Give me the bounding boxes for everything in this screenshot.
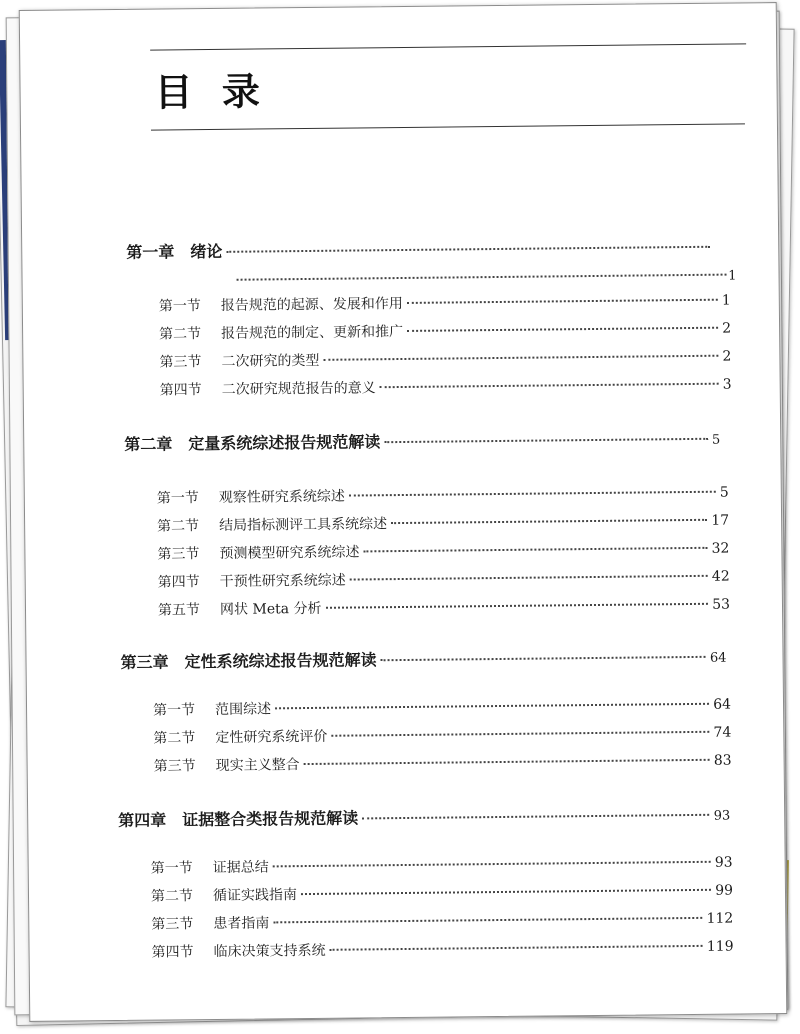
- section-label: 第二节: [157, 518, 200, 535]
- toc-section[interactable]: [159, 346, 731, 372]
- section-page-number: 5: [719, 484, 729, 501]
- section-page-number: 2: [722, 320, 732, 337]
- section-title: 临床决策支持系统: [213, 942, 326, 961]
- leader-dots: [362, 814, 709, 820]
- toc-section[interactable]: [151, 880, 733, 906]
- section-label: 第一节: [150, 860, 193, 877]
- section-label: 第三节: [151, 916, 194, 933]
- leader-dots: [407, 327, 718, 332]
- leader-dots: [325, 603, 708, 609]
- leader-dots: [363, 547, 707, 553]
- toc-chapter-1[interactable]: [126, 234, 714, 263]
- section-title: 循证实践指南: [212, 887, 298, 905]
- section-page-number: 3: [722, 376, 732, 393]
- leader-dots: [380, 383, 719, 389]
- toc-section[interactable]: [158, 594, 730, 620]
- section-page-number: 119: [706, 938, 734, 955]
- section-title: 预测模型研究系统综述: [219, 544, 360, 562]
- chapter-page-number: 64: [709, 650, 727, 666]
- chapter-label: 第一章: [126, 242, 175, 262]
- section-page-number: 17: [711, 512, 730, 529]
- section-label: 第二节: [150, 888, 194, 905]
- chapter-page-number: 5: [711, 432, 721, 448]
- section-label: 第四节: [151, 944, 194, 961]
- section-page-number: 99: [715, 882, 734, 899]
- leader-dots: [301, 889, 711, 895]
- section-title: 网状 Meta 分析: [219, 600, 322, 618]
- section-page-number: 2: [722, 348, 732, 365]
- chapter-label: 第三章: [120, 652, 169, 672]
- chapter-title: 证据整合类报告规范解读: [182, 808, 359, 830]
- toc-section[interactable]: [159, 290, 731, 316]
- leader-dots: [304, 759, 710, 765]
- section-label: 第三节: [157, 546, 200, 563]
- page-title: 目 录: [154, 69, 269, 115]
- toc-section[interactable]: [157, 510, 729, 536]
- leader-dots: [384, 438, 708, 443]
- leader-dots: [407, 299, 718, 304]
- section-page-number: 53: [712, 596, 731, 613]
- chapter-label: 第二章: [124, 434, 173, 454]
- section-title: 二次研究的类型: [221, 352, 320, 370]
- section-page-number: 32: [711, 540, 730, 557]
- chapter-title: 定性系统综述报告规范解读: [184, 650, 377, 672]
- section-label: 第四节: [157, 574, 200, 591]
- chapter-title: 定量系统综述报告规范解读: [188, 432, 381, 454]
- section-page-number: 112: [706, 910, 734, 927]
- leader-dots: [391, 519, 707, 524]
- section-title: 报告规范的起源、发展和作用: [220, 295, 403, 314]
- toc-section[interactable]: [151, 936, 733, 962]
- toc-section[interactable]: [157, 482, 729, 508]
- toc-section[interactable]: [160, 374, 732, 400]
- section-title: 范围综述: [214, 701, 272, 718]
- section-title: 定性研究系统评价: [215, 728, 328, 746]
- section-label: 第二节: [159, 326, 202, 343]
- section-page-number: 42: [711, 568, 730, 585]
- toc-section[interactable]: [157, 538, 729, 564]
- leader-dots: [331, 731, 709, 737]
- section-page-number: 74: [713, 724, 732, 741]
- toc-section[interactable]: [154, 750, 732, 776]
- chapter-page-number: 1: [728, 268, 737, 284]
- section-title: 患者指南: [213, 915, 270, 933]
- section-label: 第一节: [152, 702, 196, 719]
- section-label: 第五节: [157, 602, 201, 619]
- chapter-title: 绪论: [190, 241, 223, 262]
- toc-page: [19, 2, 788, 1022]
- section-title: 二次研究规范报告的意义: [221, 380, 376, 398]
- section-title: 证据总结: [212, 859, 269, 877]
- leader-dots: [237, 274, 727, 281]
- section-title: 报告规范的制定、更新和推广: [221, 323, 404, 342]
- leader-dots: [350, 575, 708, 581]
- leader-dots: [273, 861, 711, 868]
- section-label: 第四节: [159, 382, 202, 399]
- toc-chapter-4[interactable]: [118, 802, 730, 831]
- section-label: 第一节: [156, 490, 199, 507]
- section-page-number: 1: [721, 292, 731, 309]
- section-label: 第二节: [153, 730, 196, 747]
- toc-section[interactable]: [158, 566, 730, 592]
- section-title: 结局指标测评工具系统综述: [219, 516, 388, 534]
- toc-section[interactable]: [159, 318, 731, 344]
- leader-dots: [330, 945, 703, 951]
- section-label: 第三节: [153, 758, 196, 775]
- section-label: 第一节: [158, 298, 201, 315]
- chapter-page-number: 93: [713, 808, 731, 824]
- toc-chapter-2[interactable]: [124, 426, 720, 455]
- chapter-label: 第四章: [118, 810, 167, 830]
- toc-section[interactable]: [153, 694, 731, 720]
- section-page-number: 93: [714, 854, 733, 871]
- leader-dots: [323, 355, 718, 361]
- leader-dots: [273, 917, 702, 923]
- toc-chapter-3[interactable]: [120, 644, 726, 673]
- leader-dots: [226, 246, 710, 253]
- section-page-number: 64: [713, 696, 732, 713]
- section-label: 第三节: [159, 354, 202, 371]
- leader-dots: [349, 491, 716, 497]
- toc-section[interactable]: [151, 908, 733, 934]
- section-page-number: 83: [713, 752, 732, 769]
- table-of-contents: [20, 3, 787, 1021]
- section-title: 干预性研究系统综述: [219, 572, 346, 590]
- toc-section[interactable]: [153, 722, 731, 748]
- section-title: 现实主义整合: [215, 757, 300, 774]
- section-title: 观察性研究系统综述: [218, 488, 345, 506]
- toc-section[interactable]: [151, 852, 733, 878]
- leader-dots: [381, 656, 706, 661]
- chapter-page-line: [236, 268, 736, 288]
- leader-dots: [275, 703, 709, 710]
